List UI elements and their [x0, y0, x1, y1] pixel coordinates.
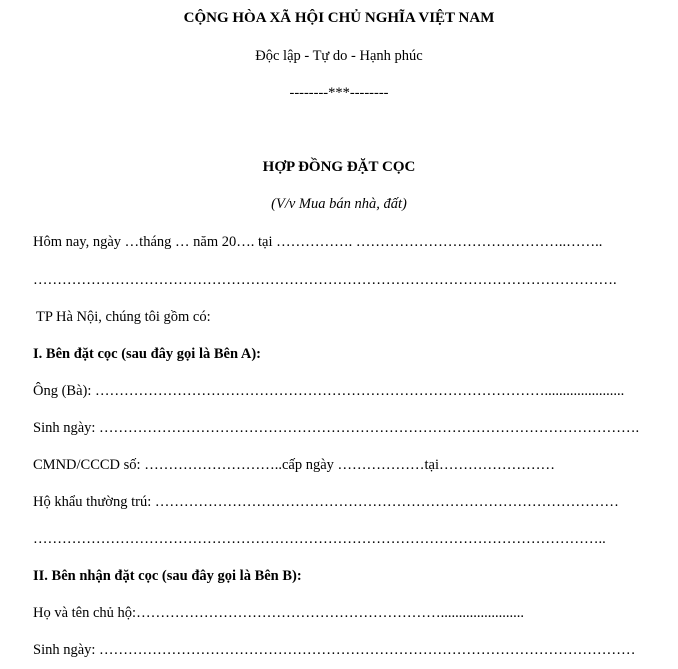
party-a-residence-continuation: ………………………………………………………………………………………………………..	[33, 531, 606, 547]
party-a-dob-field: Sinh ngày: ………………………………………………………………………………………………….	[33, 420, 640, 436]
party-a-name-field: Ông (Bà): …………………………………………………………………………………......................	[33, 383, 625, 399]
party-b-heading: II. Bên nhận đặt cọc (sau đây gọi là Bên B):	[33, 568, 302, 584]
party-b-dob-field: Sinh ngày: …………………………………………………………………………………………………	[33, 642, 636, 658]
header-separator: --------***--------	[289, 85, 389, 101]
country-name: CỘNG HÒA XÃ HỘI CHỦ NGHĨA VIỆT NAM	[183, 10, 495, 26]
party-a-heading: I. Bên đặt cọc (sau đây gọi là Bên A):	[33, 346, 261, 362]
intro-line: Hôm nay, ngày …tháng … năm 20…. tại ……………. ……………………………………..……..	[33, 234, 603, 250]
location-line: TP Hà Nội, chúng tôi gồm có:	[36, 309, 211, 325]
national-motto: Độc lập - Tự do - Hạnh phúc	[255, 48, 423, 64]
party-a-residence-field: Hộ khẩu thường trú: ……………………………………………………………………………………	[33, 494, 619, 510]
document-title: HỢP ĐỒNG ĐẶT CỌC	[262, 159, 416, 175]
document-subtitle: (V/v Mua bán nhà, đất)	[271, 196, 407, 212]
party-b-name-field: Họ và tên chủ hộ:……………………………………………………….......................	[33, 605, 524, 621]
party-a-id-field: CMND/CCCD số: ………………………..cấp ngày ………………tại……………………	[33, 457, 555, 473]
intro-continuation: ………………………………………………………………………………………………………….	[33, 272, 617, 288]
